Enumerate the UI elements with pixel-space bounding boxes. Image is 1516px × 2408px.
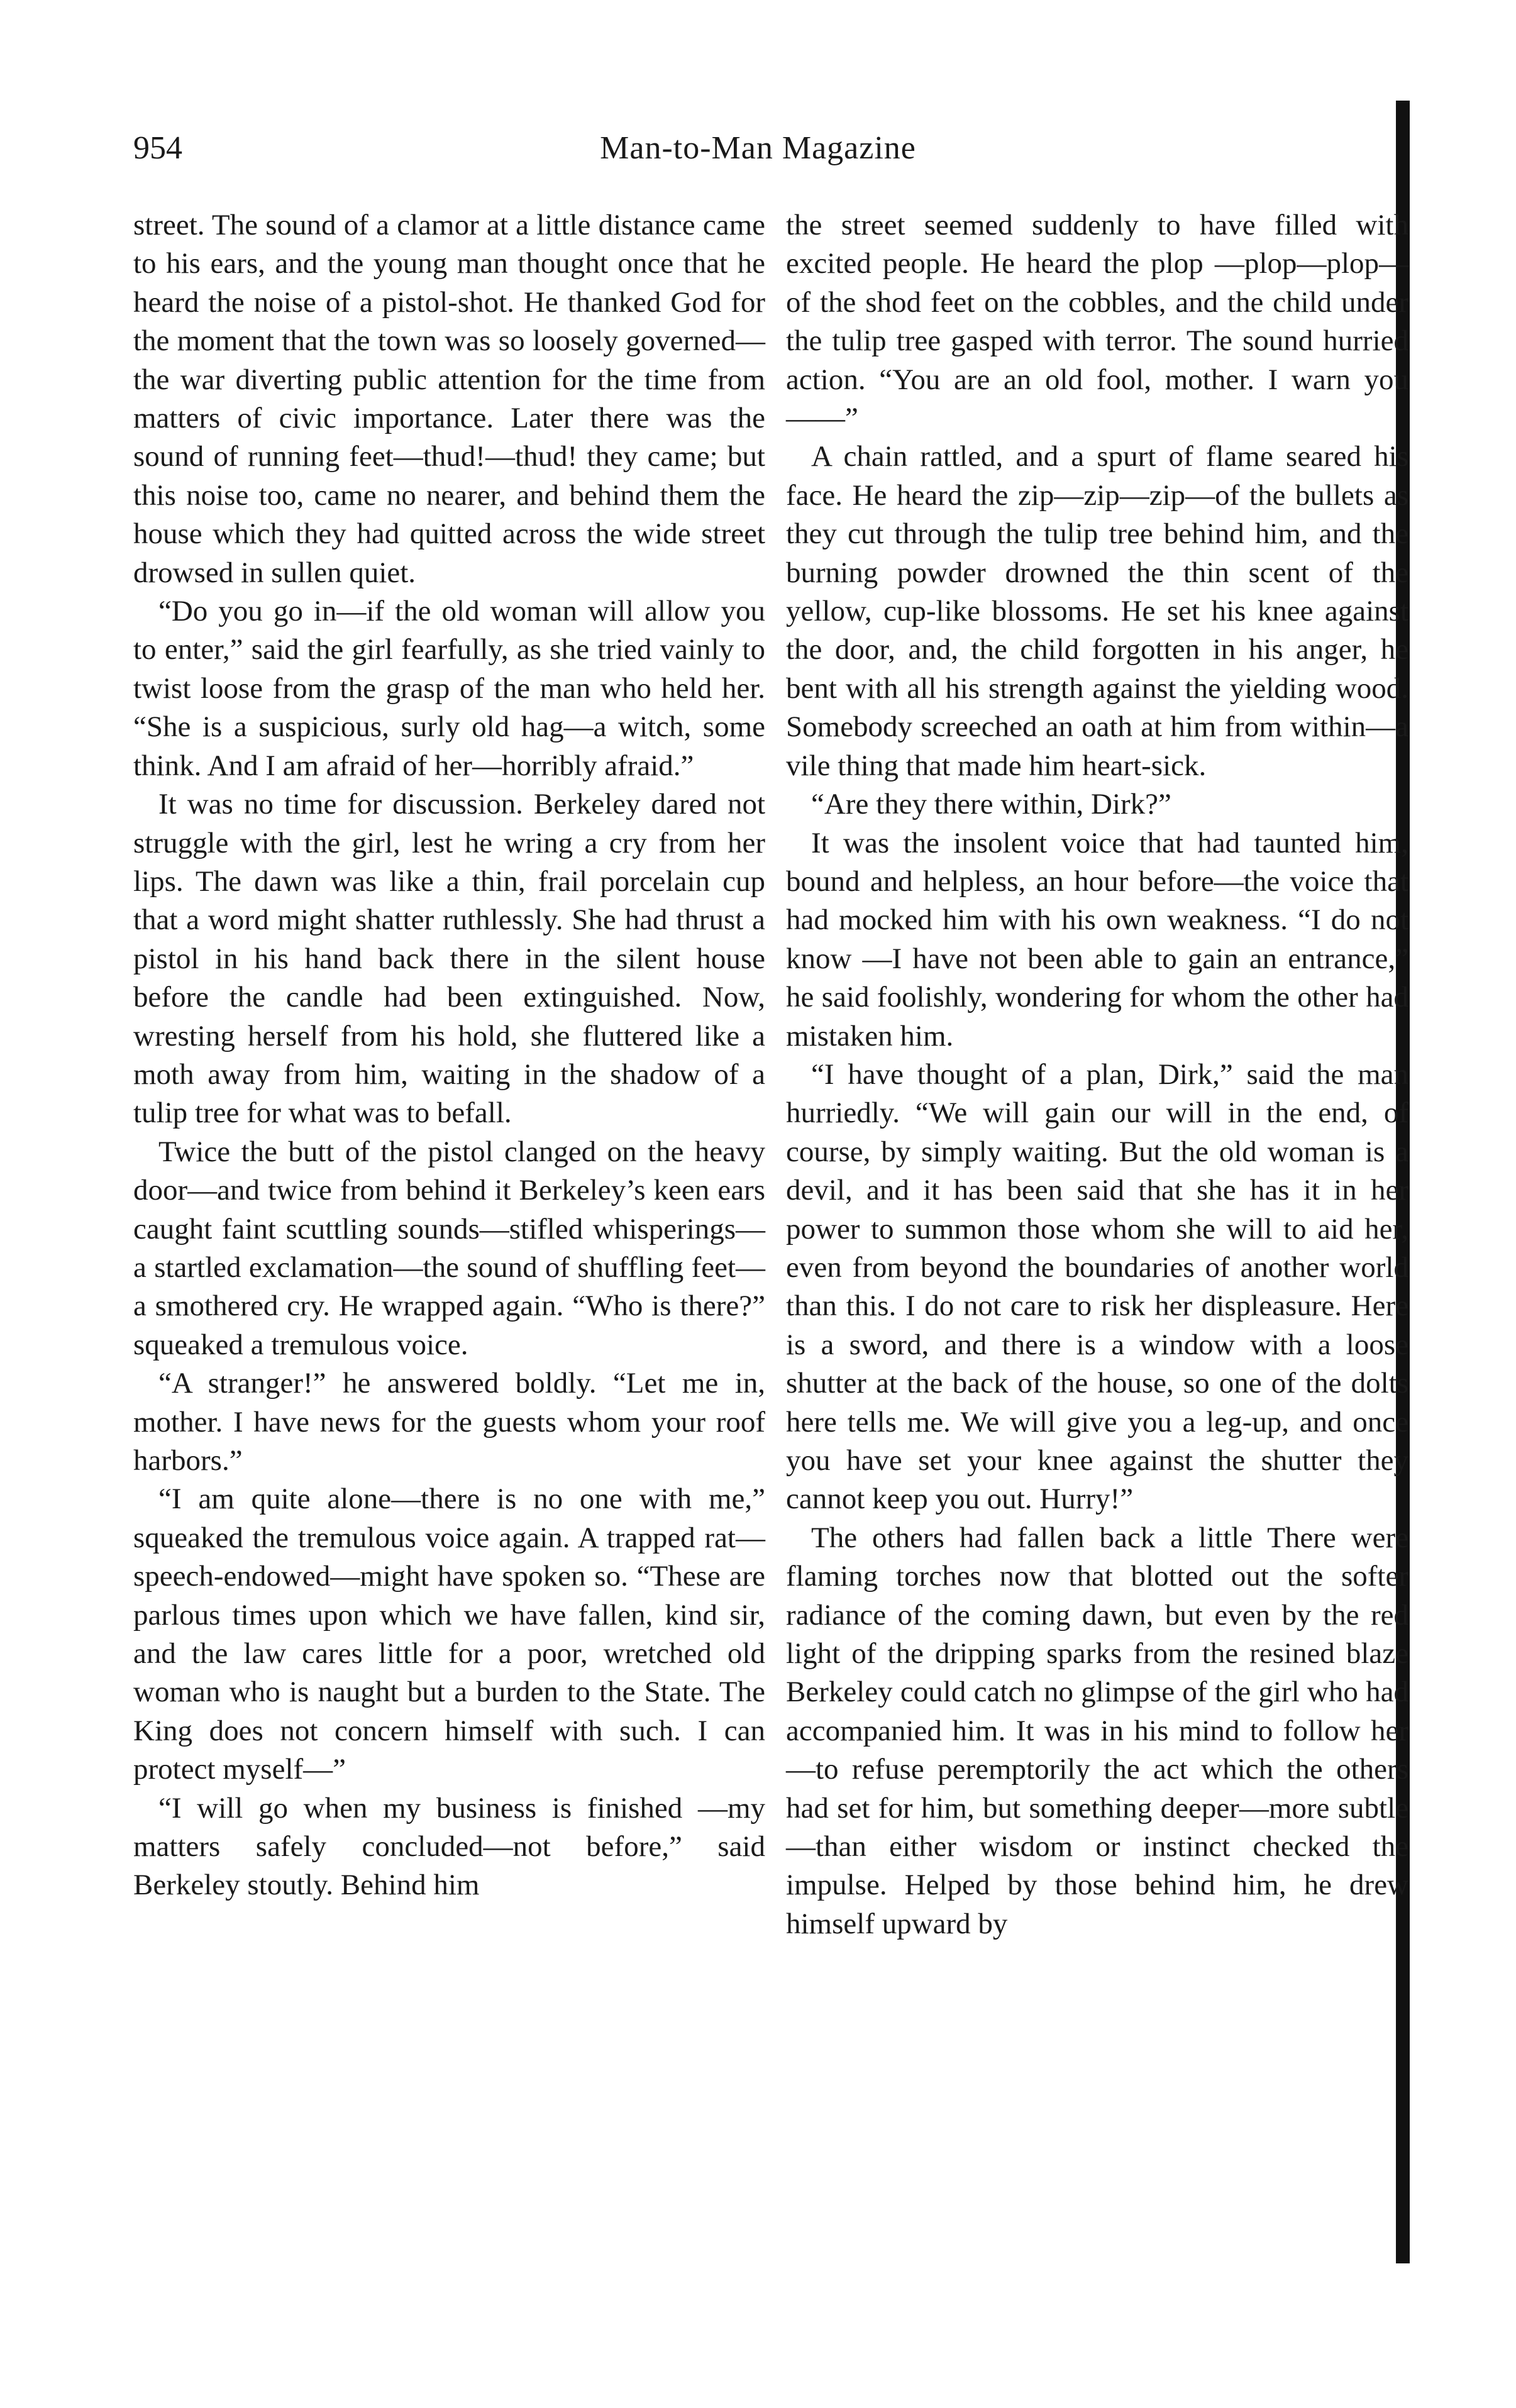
- paragraph: “A stranger!” he answered boldly. “Let me in, mother. I have news for the guests whom your roof harbors.”: [133, 1367, 765, 1477]
- paragraph: street. The sound of a clamor at a little distance came to his ears, and the young man thought once that he heard the noise of a pistol-shot. He thanked God for the moment that the town was so loosely governed—the war diverting public attention for the time from matters of civic importance. Later there was the sound of running feet—thud!—thud! they came; but this noise too, came no nearer, and behind them the house which they had quitted across the wide street drowsed in sullen quiet.: [133, 209, 765, 589]
- paragraph: A chain rattled, and a spurt of flame seared his face. He heard the zip—zip—zip—of the bullets as they cut through the tulip tree behind him, and the burning powder drowned the thin scent of the yellow, cup-like blossoms. He set his knee against the door, and, the child forgotten in his anger, he bent with all his strength against the yielding wood. Somebody screeched an oath at him from within—a vile thing that made him heart-sick.: [786, 440, 1408, 782]
- right-column: [786, 206, 1408, 1943]
- page-number: 954: [133, 130, 182, 166]
- page-header: [0, 123, 1516, 174]
- left-column: [133, 206, 765, 1905]
- running-title: Man-to-Man Magazine: [600, 130, 916, 166]
- paragraph: “I am quite alone—there is no one with me,” squeaked the tremulous voice again. A trapped rat—speech-endowed—might have spoken so. “These are parlous times upon which we have fallen, kind sir, and the law cares little for a poor, wretched old woman who is naught but a burden to the State. The King does not concern himself with such. I can protect myself—”: [133, 1483, 765, 1786]
- paragraph: the street seemed suddenly to have filled with excited people. He heard the plop —plop—plop—of the shod feet on the cobbles, and the child under the tulip tree gasped with terror. The sound hurried action. “You are an old fool, mother. I warn you——”: [786, 209, 1408, 435]
- paragraph: “Do you go in—if the old woman will allow you to enter,” said the girl fearfully, as she tried vainly to twist loose from the grasp of the man who held her. “She is a suspicious, surly old hag—a witch, some think. And I am afraid of her—horribly afraid.”: [133, 595, 765, 782]
- paragraph: “Are they there within, Dirk?”: [811, 788, 1171, 821]
- paragraph: “I have thought of a plan, Dirk,” said the man hurriedly. “We will gain our will in the end, of course, by simply waiting. But the old woman is a devil, and it has been said that she has it in her power to summon those whom she will to aid her, even from beyond the boundaries of another world than this. I do not care to risk her displeasure. Here is a sword, and there is a window with a loose shutter at the back of the house, so one of the dolts here tells me. We will give you a leg-up, and once you have set your knee against the shutter they cannot keep you out. Hurry!”: [786, 1058, 1408, 1516]
- paragraph: It was the insolent voice that had taunted him, bound and helpless, an hour before—the voice that had mocked him with his own weakness. “I do not know —I have not been able to gain an entrance,” he said foolishly, wondering for whom the other had mistaken him.: [786, 826, 1408, 1052]
- paragraph: It was no time for discussion. Berkeley dared not struggle with the girl, lest he wring a cry from her lips. The dawn was like a thin, frail porcelain cup that a word might shatter ruthlessly. She had thrust a pistol in his hand back there in the silent house before the candle had been extinguished. Now, wresting herself from his hold, she fluttered like a moth away from him, waiting in the shadow of a tulip tree for what was to befall.: [133, 788, 765, 1130]
- paragraph: “I will go when my business is finished —my matters safely concluded—not before,” said Berkeley stoutly. Behind him: [133, 1791, 765, 1902]
- paragraph: Twice the butt of the pistol clanged on the heavy door—and twice from behind it Berkeley’s keen ears caught faint scuttling sounds—stifled whisperings—a startled exclamation—the sound of shuffling feet—a smothered cry. He wrapped again. “Who is there?” squeaked a tremulous voice.: [133, 1135, 765, 1361]
- paragraph: The others had fallen back a little There were flaming torches now that blotted out the softer radiance of the coming dawn, but even by the red light of the dripping sparks from the resined blaze Berkeley could catch no glimpse of the girl who had accompanied him. It was in his mind to follow her—to refuse peremptorily the act which the others had set for him, but something deeper—more subtle—than either wisdom or instinct checked the impulse. Helped by those behind him, he drew himself upward by: [786, 1521, 1408, 1940]
